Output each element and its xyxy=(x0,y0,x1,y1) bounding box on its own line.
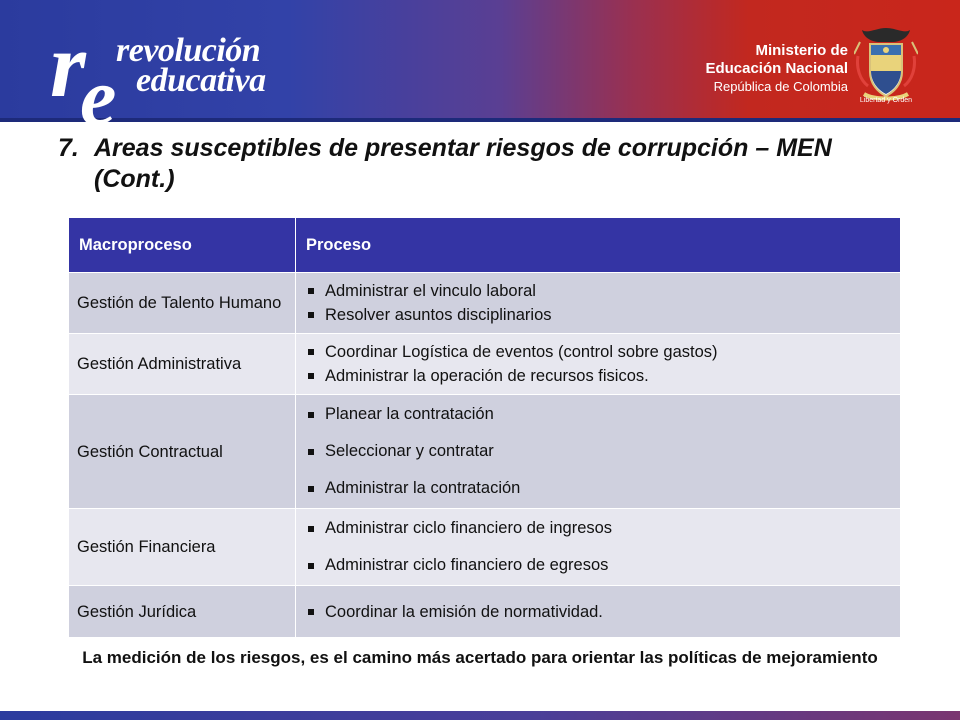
process-item: Administrar el vinculo laboral xyxy=(307,279,899,303)
process-item: Planear la contratación xyxy=(307,396,899,433)
ministry-line-1: Ministerio de xyxy=(755,42,848,59)
revolucion-educativa-logo xyxy=(50,14,290,142)
process-item: Administrar ciclo financiero de egresos xyxy=(307,547,899,584)
table-row xyxy=(69,395,901,509)
table-row xyxy=(69,586,901,638)
macro-cell: Gestión Contractual xyxy=(69,395,296,509)
macro-cell: Gestión de Talento Humano xyxy=(69,273,296,334)
header-macroproceso: Macroproceso xyxy=(69,218,296,273)
logo-letter-r: r xyxy=(50,14,86,116)
process-item: Administrar la operación de recursos fisicos. xyxy=(307,364,899,388)
crest-motto: Libertad y Orden xyxy=(859,97,913,104)
macro-cell: Gestión Financiera xyxy=(69,509,296,586)
ministry-line-2: Educación Nacional xyxy=(705,60,848,77)
table-row xyxy=(69,509,901,586)
conclusion-text: La medición de los riesgos, es el camino más acertado para orientar las políticas de mejoramiento xyxy=(82,648,878,667)
process-cell xyxy=(296,509,901,586)
macro-cell: Gestión Jurídica xyxy=(69,586,296,638)
colombia-coat-of-arms-icon xyxy=(854,24,918,108)
process-cell xyxy=(296,395,901,509)
process-item: Coordinar la emisión de normatividad. xyxy=(307,600,899,624)
title-text: Areas susceptibles de presentar riesgos de corrupción – MEN (Cont.) xyxy=(94,134,832,193)
logo-letter-e: e xyxy=(80,51,117,142)
bottom-bar xyxy=(0,711,960,720)
process-cell xyxy=(296,273,901,334)
process-item: Seleccionar y contratar xyxy=(307,433,899,470)
logo-word-revolucion: revolución xyxy=(116,32,261,69)
ministry-name xyxy=(705,42,848,96)
process-cell xyxy=(296,334,901,395)
table-header-row xyxy=(69,218,901,273)
header-proceso: Proceso xyxy=(296,218,901,273)
table-row xyxy=(69,273,901,334)
risk-areas-table xyxy=(68,217,901,638)
macro-cell: Gestión Administrativa xyxy=(69,334,296,395)
process-item: Administrar ciclo financiero de ingresos xyxy=(307,510,899,547)
header-divider xyxy=(0,118,960,122)
process-item: Administrar la contratación xyxy=(307,470,899,507)
process-item: Resolver asuntos disciplinarios xyxy=(307,303,899,327)
ministry-line-3: República de Colombia xyxy=(713,79,848,94)
process-item: Coordinar Logística de eventos (control sobre gastos) xyxy=(307,340,899,364)
title-number: 7. xyxy=(58,134,79,162)
process-cell xyxy=(296,586,901,638)
logo-word-educativa: educativa xyxy=(136,62,266,99)
table-row xyxy=(69,334,901,395)
